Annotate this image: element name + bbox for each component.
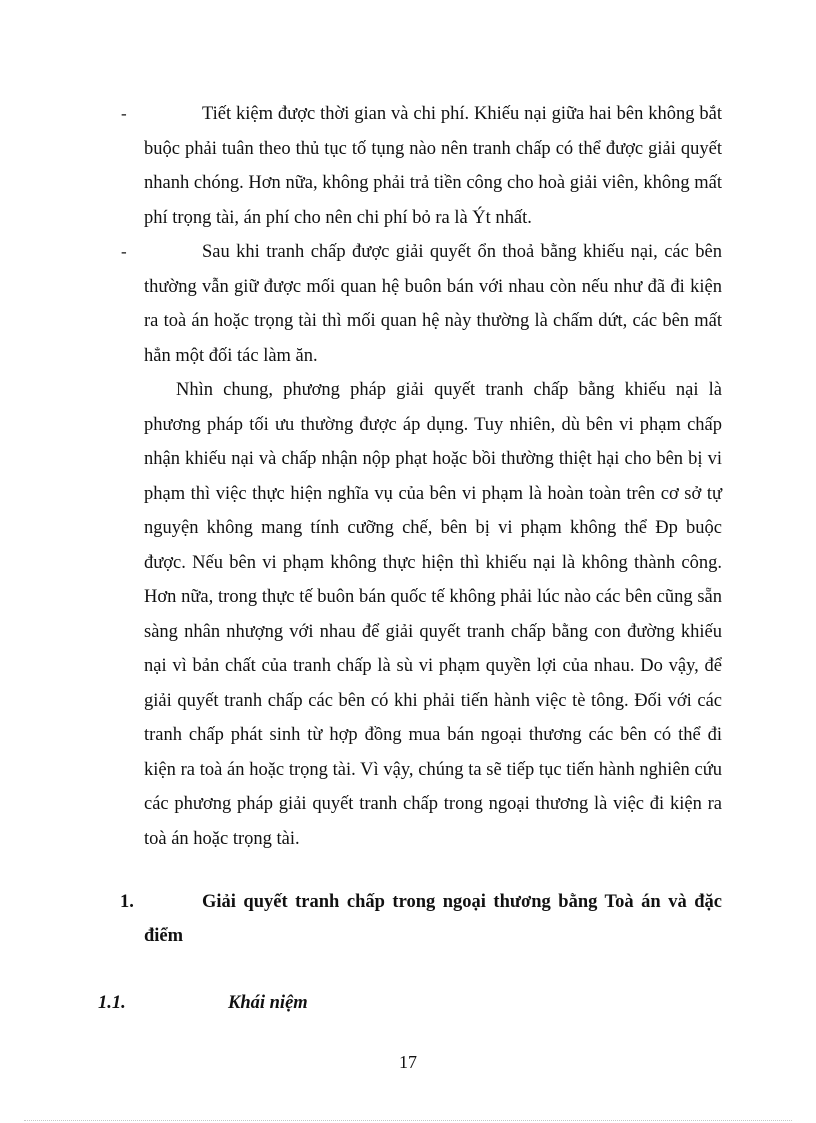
body-paragraph: Nhìn chung, phương pháp giải quyết tranh chấp bằng khiếu nại là phương pháp tối ưu thường được áp dụng. Tuy nhiên, dù bên vi phạm chấp nhận khiếu nại và chấp nhận nộp phạt hoặc bồi thường thiệt hại cho bên bị vi phạm thì việc thực hiện nghĩa vụ của bên vi phạm là hoàn toàn trên cơ sở tự nguyện không mang tính cưỡng chế, bên bị vi phạm không thể Ðp buộc được. Nếu bên vi phạm không thực hiện thì khiếu nại là không thành công. Hơn nữa, trong thực tế buôn bán quốc tế không phải lúc nào các bên cũng sẵn sàng nhân nhượng với nhau để giải quyết tranh chấp bằng con đường khiếu nại vì bản chất của tranh chấp là sù vi phạm quyền lợi của nhau. Do vậy, để giải quyết tranh chấp các bên có khi phải tiến hành việc tè tông. Đối với các tranh chấp phát sinh từ hợp đồng mua bán ngoại thương các bên có thể đi kiện ra toà án hoặc trọng tài. Vì vậy, chúng ta sẽ tiếp tục tiến hành nghiên cứu các phương pháp giải quyết tranh chấp trong ngoại thương là việc đi kiện ra toà án hoặc trọng tài. (144, 380, 722, 849)
bullet-marker: - (121, 242, 127, 261)
page-number: 17 (399, 1052, 417, 1072)
bullet-paragraph-time-cost: Tiết kiệm được thời gian và chi phí. Khiếu nại giữa hai bên không bắt buộc phải tuân theo thủ tục tố tụng nào nên tranh chấp có thể được giải quyết nhanh chóng. Hơn nữa, không phải trả tiền công cho hoà giải viên, không mất phí trọng tài, án phí cho nên chi phí bỏ ra là Ýt nhất. (144, 104, 722, 228)
subsection-heading: Khái niệm (228, 993, 308, 1013)
bullet-paragraph-relationship: Sau khi tranh chấp được giải quyết ổn thoả bằng khiếu nại, các bên thường vẫn giữ được mối quan hệ buôn bán với nhau còn nếu như đã đi kiện ra toà án hoặc trọng tài thì mối quan hệ này thường là chấm dứt, các bên mất hẳn một đối tác làm ăn. (144, 242, 722, 366)
subsection-number: 1.1. (98, 993, 126, 1013)
page-bottom-divider (24, 1120, 792, 1121)
section-heading: Giải quyết tranh chấp trong ngoại thương bằng Toà án và đặc điểm (144, 892, 722, 946)
section-heading-number: 1. (120, 892, 134, 912)
bullet-marker: - (121, 104, 127, 123)
